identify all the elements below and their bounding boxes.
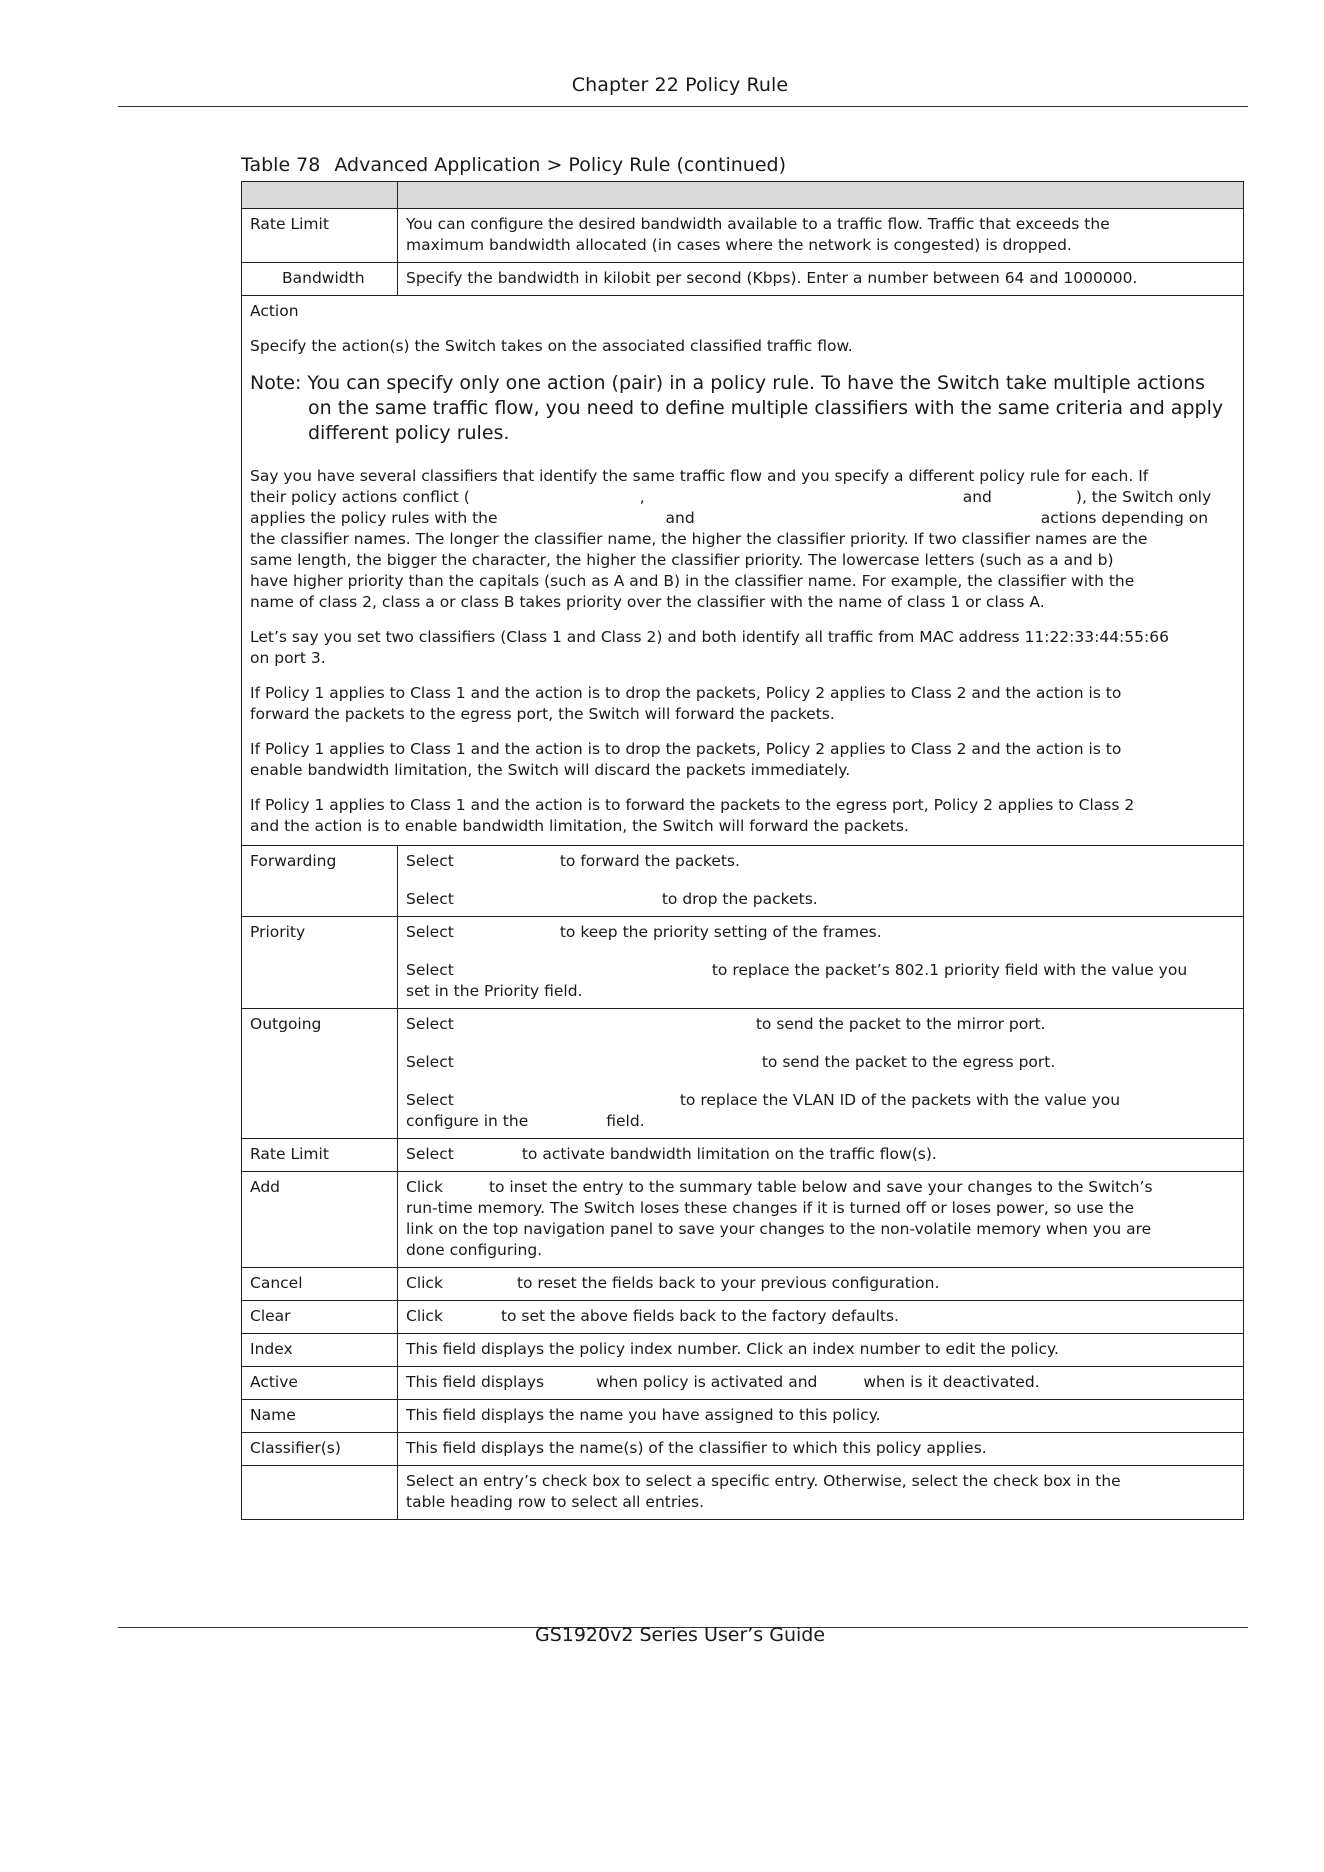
row-description: This field displays the name you have assigned to this policy. (398, 1400, 1244, 1433)
table-row (242, 917, 1244, 1009)
row-label: Active (242, 1367, 398, 1400)
table-header-row (242, 182, 1244, 209)
table-row (242, 1139, 1244, 1172)
action-paragraph: If Policy 1 applies to Class 1 and the action is to drop the packets, Policy 2 applies to Class 2 and the action is to forward the packets to the egress port, the Switch will forward the packets. (250, 684, 1122, 723)
row-label: Priority (242, 917, 398, 1009)
row-label: Clear (242, 1301, 398, 1334)
table-caption (241, 154, 786, 176)
table-row (242, 1334, 1244, 1367)
table-row (242, 1367, 1244, 1400)
table-row (242, 846, 1244, 917)
row-description: Select an entry’s check box to select a specific entry. Otherwise, select the check box in the table heading row to select all entries. (398, 1466, 1244, 1520)
row-description: This field displays the name(s) of the classifier to which this policy applies. (398, 1433, 1244, 1466)
row-description: This field displays when policy is activated and when is it deactivated. (398, 1367, 1244, 1400)
table-row (242, 1400, 1244, 1433)
table-number: Table 78 (241, 154, 321, 176)
row-description: Specify the bandwidth in kilobit per second (Kbps). Enter a number between 64 and 1000000. (398, 263, 1244, 296)
guide-footer: GS1920v2 Series User’s Guide (534, 1624, 826, 1646)
table-row (242, 1433, 1244, 1466)
row-description: You can configure the desired bandwidth available to a traffic flow. Traffic that exceeds the maximum bandwidth allocated (in cases where the network is congested) is dropped. (398, 209, 1244, 263)
action-paragraph: Say you have several classifiers that identify the same traffic flow and you specify a different policy rule for each. If their policy actions conflict ( , and ), the Switch only applies the policy rules with the and actions depending on the classifier names. The longer the classifier name, the higher the classifier priority. If two classifier names are the same length, the bigger the character, the higher the classifier priority. The lowercase letters (such as a and b) have higher priority than the capitals (such as A and B) in the classifier name. For example, the classifier with the name of class 2, class a or class B takes priority over the classifier with the name of class 1 or class A. (250, 467, 1212, 611)
table-row (242, 209, 1244, 263)
action-paragraph: Let’s say you set two classifiers (Class 1 and Class 2) and both identify all traffic from MAC address 11:22:33:44:55:66 on port 3. (250, 628, 1169, 667)
row-label: Index (242, 1334, 398, 1367)
table-row (242, 1009, 1244, 1139)
policy-rule-table (241, 181, 1244, 1520)
table-row (242, 263, 1244, 296)
action-heading: Action (250, 302, 299, 320)
row-label (242, 1466, 398, 1520)
row-label: Rate Limit (242, 209, 398, 263)
table-row (242, 1466, 1244, 1520)
table-row (242, 1301, 1244, 1334)
table-title: Advanced Application > Policy Rule (continued) (334, 154, 786, 176)
chapter-header: Chapter 22 Policy Rule (571, 74, 789, 96)
row-label: Rate Limit (242, 1139, 398, 1172)
header-rule (118, 106, 1248, 107)
row-description: Select to activate bandwidth limitation on the traffic flow(s). (398, 1139, 1244, 1172)
action-section (242, 296, 1244, 846)
row-label: Forwarding (242, 846, 398, 917)
table-row (242, 1268, 1244, 1301)
row-label: Add (242, 1172, 398, 1268)
action-intro: Specify the action(s) the Switch takes on the associated classified traffic flow. (250, 337, 853, 355)
row-description: Click to reset the fields back to your previous configuration. (398, 1268, 1244, 1301)
action-paragraph: If Policy 1 applies to Class 1 and the action is to drop the packets, Policy 2 applies to Class 2 and the action is to enable bandwidth limitation, the Switch will discard the packets immediately. (250, 740, 1122, 779)
row-description: This field displays the policy index number. Click an index number to edit the policy. (398, 1334, 1244, 1367)
row-label: Outgoing (242, 1009, 398, 1139)
row-label: Name (242, 1400, 398, 1433)
row-description: Click to inset the entry to the summary table below and save your changes to the Switch’s run-time memory. The Switch loses these changes if it is turned off or loses power, so use the link on the top navigation panel to save your changes to the non-volatile memory when you are done configuring. (398, 1172, 1244, 1268)
row-label: Bandwidth (242, 263, 398, 296)
row-label: Classifier(s) (242, 1433, 398, 1466)
row-label: Cancel (242, 1268, 398, 1301)
row-description: Select to forward the packets. Select to drop the packets. (398, 846, 1244, 917)
table-row (242, 1172, 1244, 1268)
row-description: Select to keep the priority setting of the frames. Select to replace the packet’s 802.1 priority field with the value you set in the Priority field. (398, 917, 1244, 1009)
row-description: Click to set the above fields back to the factory defaults. (398, 1301, 1244, 1334)
table-row-action (242, 296, 1244, 846)
action-paragraph: If Policy 1 applies to Class 1 and the action is to forward the packets to the egress port, Policy 2 applies to Class 2 and the action is to enable bandwidth limitation, the Switch will forward the packets. (250, 796, 1135, 835)
row-description: Select to send the packet to the mirror port. Select to send the packet to the egress port. Select to replace the VLAN ID of the packets with the value you configure in the field. (398, 1009, 1244, 1139)
action-note: Note: You can specify only one action (pair) in a policy rule. To have the Switch take multiple actions on the same traffic flow, you need to define multiple classifiers with the same criteria and apply different policy rules. (250, 372, 1224, 444)
